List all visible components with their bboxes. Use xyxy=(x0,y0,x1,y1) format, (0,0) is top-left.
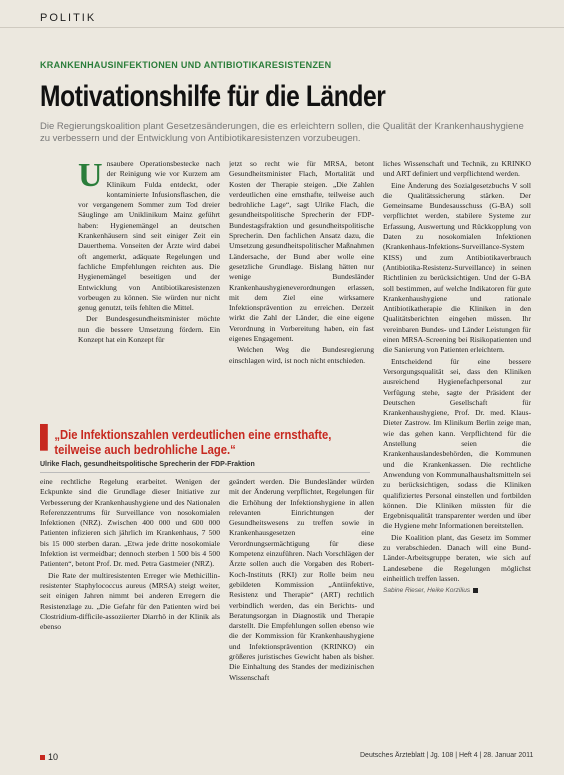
paragraph: Eine Änderung des Sozialgesetzbuchs V soll die Qualitätssicherung stärken. Der Gemeinsame Bundesausschuss (G-BA) soll verpflichtet werden, stabilere Systeme zur Erfassung, Auswertung und Rückkopplung von Daten zu nosokomialen Infektionen (Krankenhaus-Infektions-Surveillance-System KISS) und zum Antibiotikaverbrauch (Antibiotika-Resistenz-Surveillance) in seinen Richtlinien zu berücksichtigen. Und der G-BA soll bestimmen, auf welche Indikatoren für gute Krankenhaushygiene und rationale Antibiotikatherapie die Kliniken in den Qualitätsberichten eingehen müssen. Ihr vereinbaren Bundes- und Länder Leistungen für einen MRSA-Screening bei Risikopatienten und die Sanierung von Patienten erleichtern. xyxy=(383,180,531,355)
column-1-top xyxy=(78,159,220,411)
page-number xyxy=(40,752,58,762)
paragraph: nsaubere Operationsbestecke nach der Reinigung wie vor Kurzem am Klinikum Fulda entdeckt, oder kontaminierte Infusionsflaschen, die vor vergangenem Sommer zum Tod dreier Säuglinge am Uniklinikum Mainz geführt haben: Hygienemängel an deutschen Krankenhäusern sind seit einiger Zeit ein Dauerthema. Vonseiten der Ärzte wird dabei oft angemerkt, adäquate Regelungen und fachliche Empfehlungen reichten aus. Die Hygienemängel beseitigen und der Entwicklung von Antibiotikaresistenzen vorbeugen zu können. Sie würden nur nicht genug genutzt, teils fehlten die Mittel. xyxy=(78,159,220,313)
drop-cap: U xyxy=(78,159,103,194)
column-1-bottom xyxy=(40,477,220,764)
pull-quote xyxy=(40,424,370,458)
column-2-bottom xyxy=(229,477,374,764)
paragraph: Entscheidend für eine bessere Versorgungsqualität sei, dass den Kliniken ausreichend Hygienefachpersonal zur Verfügung stehe, sagte der Präsident der Deutschen Gesellschaft für Krankenhaushygiene, Prof. Dr. med. Klaus-Dieter Zastrow. Im Klinikum Berlin zeige man, wie das gehen kann. Verpflichtend für die Anstellung seien die Krankenhauslandesbehörden, die Kommunen und die Krankenkassen. Die rechtliche Anwendung von Kommunalhaushaltsmitteln sei zu berücksichtigen, sodass die Kliniken qualifiziertes Personal einstellen und fortbilden können. Die Kliniken müssten für die Ergebnisqualität transparenter werden und über die Hygiene mehr Informationen bereitstellen. xyxy=(383,356,531,531)
paragraph: geändert werden. Die Bundesländer würden mit der Änderung verpflichtet, Regelungen für die Erhöhung der Infektionshygiene in allen relevanten Einrichtungen der Gesundheitswesens zu treffen sowie in Krankenhausgesetzen eine Verordnungsermächtigung für diese Kompetenz einzuführen. Nach Vorschlägen der Ärzte sollen auch die Vorgaben des Robert-Koch-Instituts (RKI) zur Rolle beim neu gebildeten Kommission „Antiinfektive, Resistenz und Therapie“ (ART) rechtlich verbindlich werden, das ein Berichts- und Beratungsorgan in Diagnostik und Therapie darstellt. Die Empfehlungen sollen ebenso wie die der Kommission für Krankenhaushygiene und Infektionsprävention (KRINKO) ein größeres juristisches Gewicht haben als bisher. Die Einhaltung des Standes der medizinischen Wissenschaft xyxy=(229,477,374,682)
paragraph: jetzt so recht wie für MRSA, betont Gesundheitsminister Flach, Mortalität und Kosten der Therapie steigen. „Die Zahlen verdeutlichen eine ernsthafte, teilweise auch bedrohliche Lage“, sagt Ulrike Flach, die gesundheitspolitische Sprecherin der FDP-Bundestagsfraktion und gesundheitspolitische Sprecherin. Den fachlichen Ansatz dazu, die Umsetzung gesundheitspolitischer Maßnahmen Ländersache, der Bund aber wolle eine gesetzliche Grundlage. Bislang hätten nur wenige Bundesländer Krankenhaushygieneverordnungen erlassen, mit dem Ziel eine wirksamere Infektionsprävention zu erreichen. Derzeit wirkt die Zahl der Länder, die eine eigene Verordnung in Vorbereitung haben, ein fast eigenes Engagement. xyxy=(229,159,374,344)
page-number-text: 10 xyxy=(48,752,59,762)
author-credit-line xyxy=(383,585,531,595)
paragraph: Die Rate der multiresistenten Erreger wie Methicillin-resistenter Staphylococcus aureus (MRSA) steigt weiter, seit einigen Jahren nimmt bei anderen Erregern die Resistenzlage zu. „Die Gefahr für den Patienten wird bei Clostridium-difficile-assoziierter Diarrhö in der Klinik als ebenso xyxy=(40,570,220,632)
divider xyxy=(40,472,370,473)
paragraph: liches Wissenschaft und Technik, zu KRINKO und ART definiert und verpflichtend werden. xyxy=(383,159,531,179)
end-mark-icon xyxy=(473,588,478,593)
section-label: POLITIK xyxy=(40,12,97,24)
pull-quote-attribution: Ulrike Flach, gesundheitspolitische Sprecherin der FDP-Fraktion xyxy=(40,461,255,468)
paragraph: Welchen Weg die Bundesregierung einschlagen wird, ist noch nicht entschieden. xyxy=(229,345,374,365)
section-header xyxy=(0,0,564,28)
publication-footer: Deutsches Ärzteblatt | Jg. 108 | Heft 4 | 28. Januar 2011 xyxy=(360,752,534,759)
paragraph: eine rechtliche Regelung erarbeitet. Wenigen der Eckpunkte sind die Grundlage dieser Initiative zur Verbesserung der Krankenhaushygiene und des Nationalen Referenzzentrums für Surveillance von nosokomialen Infektionen (NRZ). Zwischen 400 000 und 600 000 Patienten infizieren sich jährlich im Krankenhaus, 7 500 bis 15 000 sterben daran. „Etwa jede dritte nosokomiale Infektion ist vermeidbar; dennoch sterben 1 500 bis 4 500 Patienten“, betont Prof. Dr. med. Petra Gastmeier (NRZ). xyxy=(40,477,220,569)
column-2-top xyxy=(229,159,374,385)
pull-quote-text: „Die Infektionszahlen verdeutlichen eine ernsthafte, teilweise auch bedrohliche Lage.“ xyxy=(54,428,332,457)
author-credit: Sabine Rieser, Heike Korzilius xyxy=(383,587,471,595)
article-kicker: KRANKENHAUSINFEKTIONEN UND ANTIBIOTIKARESISTENZEN xyxy=(40,60,332,70)
paragraph: Der Bundesgesundheitsminister möchte nun die bessere Umsetzung fördern. Ein Konzept hat ein Konzept für xyxy=(78,314,220,345)
paragraph: Die Koalition plant, das Gesetz im Sommer zu verabschieden. Danach will eine Bund-Länder-Arbeitsgruppe beraten, wie sich auf Landesebene die Regelungen möglichst einheitlich treffen lassen. xyxy=(383,532,531,583)
quote-mark-icon: ▌ xyxy=(40,424,56,449)
square-bullet-icon xyxy=(40,755,45,760)
column-3 xyxy=(383,159,531,764)
article-lede: Die Regierungskoalition plant Gesetzesänderungen, die es erleichtern sollen, die Qualität der Krankenhaushygiene zu verbessern und der Entwicklung von Antibiotikaresistenzen vorzubeugen. xyxy=(40,121,524,144)
article-headline: Motivationshilfe für die Länder xyxy=(40,80,386,113)
